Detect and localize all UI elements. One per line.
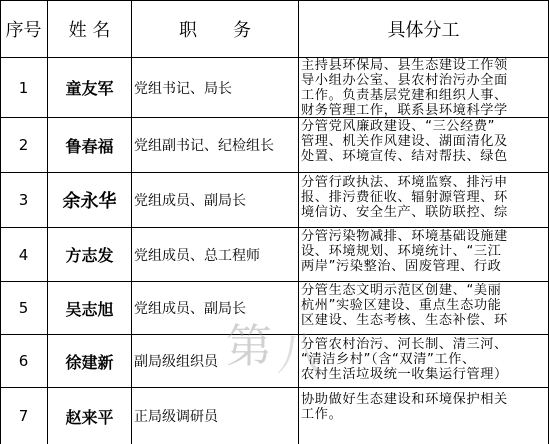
row-2-duties <box>299 119 548 172</box>
col-divider <box>131 0 132 444</box>
duty-line: 主持县环保局、县生态建设工作领 <box>301 58 508 73</box>
header-name: 姓 名 <box>48 0 131 57</box>
duty-line: 区建设、生态考核、生态补偿、环 <box>301 313 508 328</box>
row-1-name: 童友军 <box>65 79 114 98</box>
row-2-position: 党组副书记、纪检组长 <box>134 138 274 154</box>
row-4-no: 4 <box>18 245 29 264</box>
row-4-duties <box>299 229 548 281</box>
duty-line: 分管党风廉政建设、“三公经费” <box>301 119 496 134</box>
duty-line: 设、环境规划、环境统计、“三江 <box>301 244 502 259</box>
row-divider <box>0 227 549 228</box>
watermark-char: 第 <box>226 319 272 373</box>
row-3-position: 党组成员、副局长 <box>134 193 246 209</box>
row-4-position: 党组成员、总工程师 <box>134 247 260 264</box>
row-5-no: 5 <box>18 299 29 317</box>
duty-line: 管理、机关作风建设、湖面清化及 <box>301 134 508 149</box>
duty-line: 分管农村治污、河长制、清三河、 <box>301 337 508 352</box>
row-4-name: 方志发 <box>65 246 114 265</box>
header-no: 序号 <box>0 0 47 57</box>
row-7-position: 正局级调研员 <box>134 409 218 425</box>
duty-line: 报、排污费征收、辐射源管理、环 <box>301 190 508 205</box>
duty-line: 工作。负责基层党建和组织人事、 <box>301 88 508 103</box>
row-1-position: 党组书记、局长 <box>134 80 232 97</box>
row-3-name: 余永华 <box>62 191 117 212</box>
duty-line: 处置、环境宣传、结对帮扶、绿色 <box>301 149 508 164</box>
row-2-no: 2 <box>18 136 29 154</box>
row-divider <box>0 57 549 58</box>
duty-line: 分管生态文明示范区创建、“美丽 <box>301 283 502 298</box>
row-7-duties <box>299 392 548 442</box>
duty-line: 财务管理工作，联系县环境科学学 <box>301 103 508 117</box>
row-divider <box>0 117 549 118</box>
col-divider <box>47 0 48 444</box>
duty-line: 导小组办公室、县农村治污办全面 <box>301 73 508 88</box>
row-7-name: 赵来平 <box>65 407 114 427</box>
row-6-name: 徐建新 <box>65 352 114 372</box>
row-6-position: 副局级组织员 <box>134 354 218 370</box>
duty-line: “清洁乡村”（含“双清”工作、 <box>301 352 476 367</box>
duty-line: 杭州”实验区建设、重点生态功能 <box>301 298 502 313</box>
row-1-no: 1 <box>18 78 29 97</box>
row-divider <box>0 0 549 1</box>
row-5-position: 党组成员、副局长 <box>134 301 246 317</box>
row-7-no: 7 <box>18 407 29 425</box>
duty-line: 两岸”污染整治、固废管理、行政 <box>301 259 502 274</box>
row-divider <box>0 172 549 173</box>
watermark-char: 八 <box>276 327 322 381</box>
row-6-no: 6 <box>18 352 29 370</box>
duty-line: 农村生活垃圾统一收集运行管理） <box>301 367 508 382</box>
row-2-name: 鲁春福 <box>65 136 114 156</box>
header-position: 职 务 <box>132 0 298 57</box>
duty-line: 分管行政执法、环境监察、排污申 <box>301 175 508 190</box>
row-1-duties <box>299 58 548 117</box>
duty-line: 分管污染物减排、环境基础设施建 <box>301 229 508 244</box>
row-3-duties <box>299 175 548 227</box>
row-3-no: 3 <box>18 191 29 209</box>
header-duties: 具体分工 <box>299 0 548 57</box>
row-divider <box>0 334 549 335</box>
row-5-duties <box>299 283 548 334</box>
duty-line: 协助做好生态建设和环境保护相关 <box>301 392 508 407</box>
duty-line: 工作。 <box>301 407 343 422</box>
duty-line: 境信访、安全生产、联防联控、综 <box>301 205 508 220</box>
row-5-name: 吴志旭 <box>65 299 114 319</box>
row-divider <box>0 387 549 388</box>
col-divider <box>0 0 1 444</box>
row-divider <box>0 281 549 282</box>
row-6-duties <box>299 337 548 387</box>
